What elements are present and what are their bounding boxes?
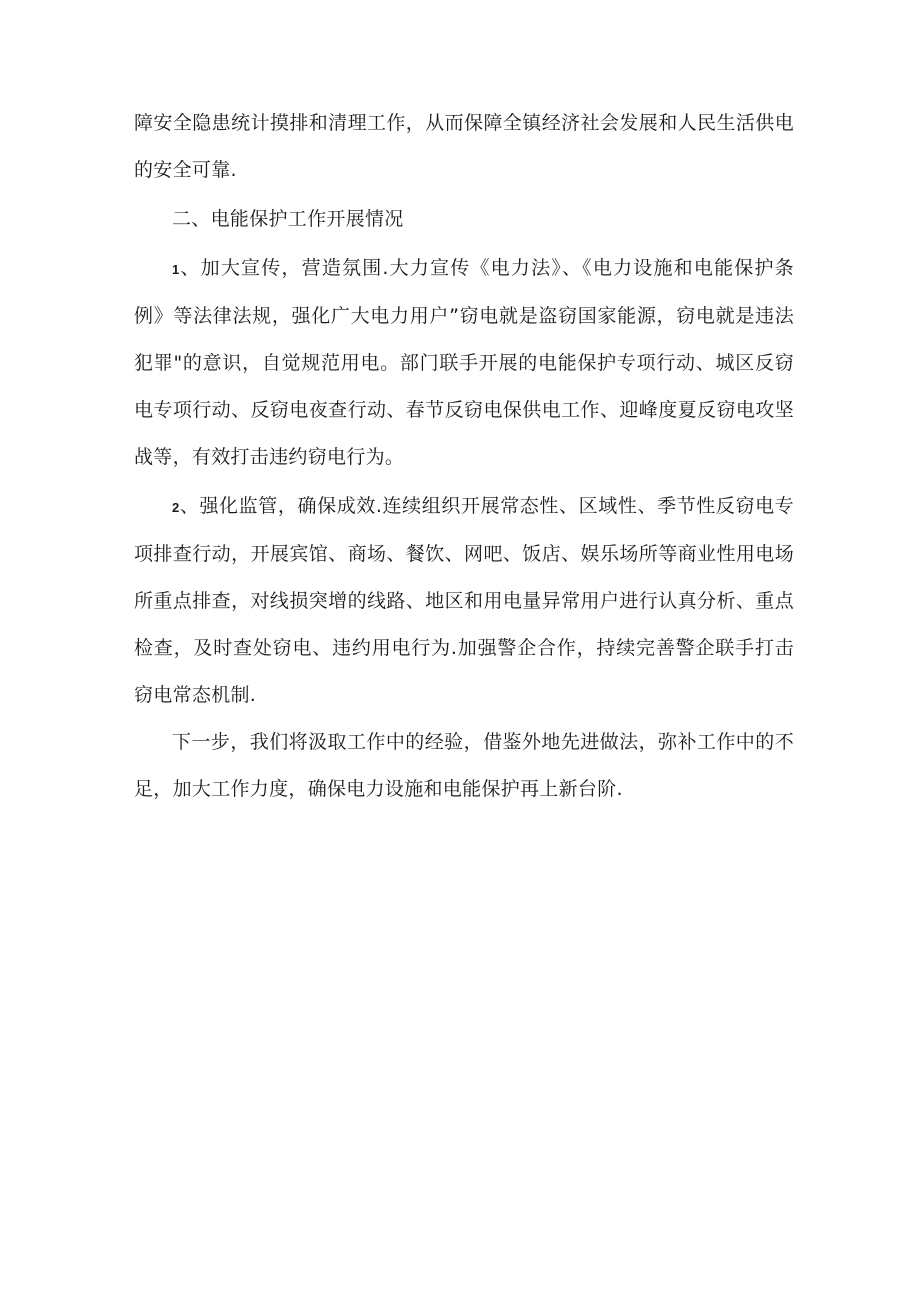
section-heading-text: 二、电能保护工作开展情况: [172, 208, 404, 230]
section-heading: [134, 196, 794, 243]
paragraph-text: 下一步，我们将汲取工作中的经验，借鉴外地先进做法，弥补工作中的不足，加大工作力度，确保电力设施和电能保护再上新台阶.: [134, 731, 794, 800]
paragraph-next-steps: [134, 719, 794, 813]
paragraph-item-1: [134, 245, 794, 481]
paragraph-continuation: [134, 100, 794, 194]
item-number: 2: [172, 500, 180, 515]
paragraph-text: 、加大宣传，营造氛围.大力宣传《电力法》、《电力设施和电能保护条例》等法律法规，强化广大电力用户”窃电就是盗窃国家能源，窃电就是违法犯罪"的意识，自觉规范用电。部门联手开展的电能保护专项行动、城区反窃电专项行动、反窃电夜查行动、春节反窃电保供电工作、迎峰度夏反窃电攻坚战等，有效打击违约窃电行为。: [134, 257, 794, 468]
document-body: [134, 100, 794, 813]
paragraph-text: 障安全隐患统计摸排和清理工作，从而保障全镇经济社会发展和人民生活供电的安全可靠.: [134, 112, 794, 181]
paragraph-item-2: [134, 483, 794, 719]
item-number: 1: [172, 262, 180, 277]
paragraph-text: 、强化监管，确保成效.连续组织开展常态性、区域性、季节性反窃电专项排查行动，开展宾馆、商场、餐饮、网吧、饭店、娱乐场所等商业性用电场所重点排查，对线损突增的线路、地区和用电量异常用户进行认真分析、重点检查，及时查处窃电、违约用电行为.加强警企合作，持续完善警企联手打击窃电常态机制.: [134, 495, 794, 706]
